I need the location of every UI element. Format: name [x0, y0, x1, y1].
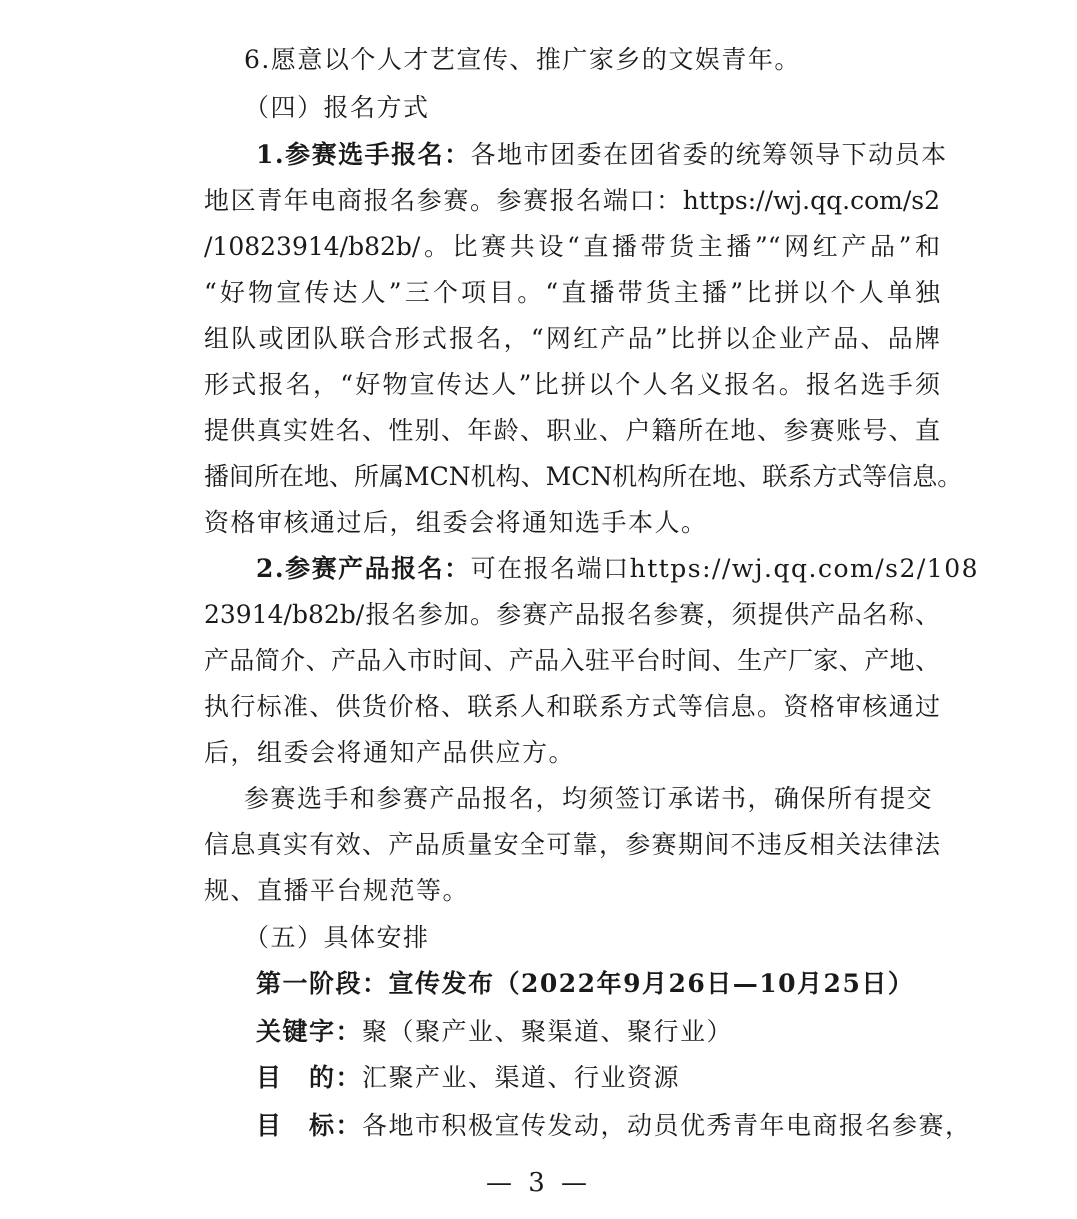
paragraph-text: 各地市团委在团省委的统筹领导下动员本 [470, 140, 948, 169]
paragraph-line: 参赛选手和参赛产品报名，均须签订承诺书，确保所有提交 [244, 784, 934, 813]
paragraph-line: 执行标准、供货价格、联系人和联系方式等信息。资格审核通过 [204, 692, 940, 721]
paragraph-line: 提供真实姓名、性别、年龄、职业、户籍所在地、参赛账号、直 [204, 416, 940, 445]
paragraph-line [204, 551, 980, 587]
phase-heading: 第一阶段：宣传发布（2022年9月26日—10月25日） [256, 969, 915, 998]
paragraph-line: 地区青年电商报名参赛。参赛报名端口：https://wj.qq.com/s2 [204, 186, 940, 215]
goal-text: 各地市积极宣传发动，动员优秀青年电商报名参赛， [362, 1111, 972, 1140]
paragraph-line: 信息真实有效、产品质量安全可靠，参赛期间不违反相关法律法 [204, 830, 940, 859]
purpose-text: 汇聚产业、渠道、行业资源 [362, 1063, 681, 1092]
paragraph-line: 规、直播平台规范等。 [204, 876, 470, 905]
section-heading-schedule: （五）具体安排 [244, 923, 430, 952]
list-item-6: 6.愿意以个人才艺宣传、推广家乡的文娱青年。 [244, 45, 801, 74]
goal-label: 目 标： [256, 1111, 363, 1140]
subheading-contestant-registration: 1.参赛选手报名： [256, 140, 471, 169]
paragraph-line [204, 137, 948, 173]
paragraph-text: 可在报名端口https://wj.qq.com/s2/108 [470, 554, 980, 583]
paragraph-line: 23914/b82b/报名参加。参赛产品报名参赛，须提供产品名称、 [204, 600, 940, 629]
keyword-text: 聚（聚产业、聚渠道、聚行业） [362, 1017, 734, 1046]
paragraph-line: 形式报名，“好物宣传达人”比拼以个人名义报名。报名选手须 [204, 370, 940, 399]
paragraph-line: 资格审核通过后，组委会将通知选手本人。 [204, 508, 708, 537]
paragraph-line: 组队或团队联合形式报名，“网红产品”比拼以企业产品、品牌 [204, 324, 940, 353]
page-number: — 3 — [485, 1168, 592, 1198]
paragraph-line: 播间所在地、所属MCN机构、MCN机构所在地、联系方式等信息。 [204, 462, 963, 491]
goal-line [204, 1108, 972, 1144]
paragraph-line: “好物宣传达人”三个项目。“直播带货主播”比拼以个人单独 [204, 278, 940, 307]
purpose-label: 目 的： [256, 1063, 363, 1092]
keyword-line [204, 1014, 940, 1050]
keyword-label: 关键字： [256, 1017, 363, 1046]
purpose-line [204, 1060, 940, 1096]
section-heading-registration: （四）报名方式 [244, 93, 430, 122]
paragraph-line: 产品简介、产品入市时间、产品入驻平台时间、生产厂家、产地、 [204, 646, 940, 675]
paragraph-line: /10823914/b82b/。比赛共设“直播带货主播”“网红产品”和 [204, 232, 940, 261]
paragraph-line: 后，组委会将通知产品供应方。 [204, 738, 576, 767]
subheading-product-registration: 2.参赛产品报名： [256, 554, 471, 583]
